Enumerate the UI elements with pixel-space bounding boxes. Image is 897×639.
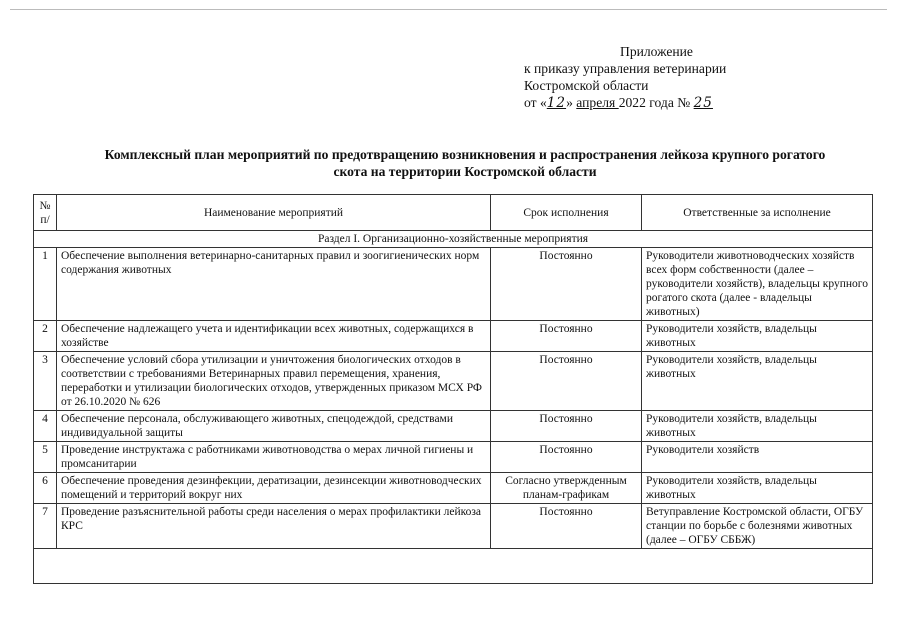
row-term: Постоянно — [491, 248, 642, 321]
row-number: 7 — [34, 504, 57, 549]
row-number: 2 — [34, 321, 57, 352]
row-term: Постоянно — [491, 352, 642, 411]
table-header-row — [34, 195, 873, 231]
date-year: 2022 года № — [618, 95, 694, 110]
row-term: Постоянно — [491, 411, 642, 442]
row-name: Обеспечение персонала, обслуживающего животных, спецодеждой, средствами индивидуальной защиты — [57, 411, 491, 442]
title-line-2: скота на территории Костромской области — [333, 164, 597, 179]
row-number: 5 — [34, 442, 57, 473]
row-term: Согласно утвержденным планам-графикам — [491, 473, 642, 504]
row-name: Обеспечение надлежащего учета и идентификации всех животных, содержащихся в хозяйстве — [57, 321, 491, 352]
row-responsible: Руководители хозяйств — [642, 442, 873, 473]
table-row — [34, 473, 873, 504]
table-row — [34, 504, 873, 549]
section-title: Раздел I. Организационно-хозяйственные мероприятия — [34, 231, 873, 248]
date-prefix: от « — [524, 95, 547, 110]
header-responsible: Ответственные за исполнение — [642, 195, 873, 231]
row-name: Обеспечение условий сбора утилизации и уничтожения биологических отходов в соответствии с требованиями Ветеринарных правил перемещения, хранения, переработки и утилизации биологических отходов, утвержденных приказом МСХ РФ от 26.10.2020 № 626 — [57, 352, 491, 411]
appendix-title: Приложение — [620, 44, 693, 59]
table-row — [34, 352, 873, 411]
row-name: Обеспечение выполнения ветеринарно-санитарных правил и зоогигиенических норм содержания животных — [57, 248, 491, 321]
row-name: Проведение инструктажа с работниками животноводства о мерах личной гигиены и промсанитарии — [57, 442, 491, 473]
plan-table — [33, 194, 873, 584]
row-responsible: Руководители хозяйств, владельцы животных — [642, 352, 873, 411]
row-responsible: Руководители хозяйств, владельцы животных — [642, 411, 873, 442]
row-responsible: Руководители животноводческих хозяйств всех форм собственности (далее – руководители хозяйств), владельцы крупного рогатого скота (далее - владельцы животных) — [642, 248, 873, 321]
appendix-block — [524, 43, 726, 112]
row-term: Постоянно — [491, 442, 642, 473]
row-responsible: Ветуправление Костромской области, ОГБУ станции по борьбе с болезнями животных (далее – ОГБУ СББЖ) — [642, 504, 873, 549]
row-number: 3 — [34, 352, 57, 411]
row-number: 6 — [34, 473, 57, 504]
document-title — [40, 146, 890, 180]
row-name: Проведение разъяснительной работы среди населения о мерах профилактики лейкоза КРС — [57, 504, 491, 549]
top-rule — [10, 9, 887, 10]
order-number: 25 — [693, 95, 713, 111]
table-row — [34, 411, 873, 442]
row-term: Постоянно — [491, 321, 642, 352]
date-month: апреля — [576, 95, 619, 110]
date-sep: » — [566, 95, 577, 110]
empty-row — [34, 549, 873, 584]
row-responsible: Руководители хозяйств, владельцы животных — [642, 473, 873, 504]
empty-cell — [34, 549, 873, 584]
row-name: Обеспечение проведения дезинфекции, дератизации, дезинсекции животноводческих помещений и территорий вокруг них — [57, 473, 491, 504]
section-row — [34, 231, 873, 248]
header-name: Наименование мероприятий — [57, 195, 491, 231]
appendix-order-line: к приказу управления ветеринарии — [524, 61, 727, 76]
title-line-1: Комплексный план мероприятий по предотвращению возникновения и распространения лейкоза крупного рогатого — [104, 147, 826, 162]
date-day: 12 — [546, 95, 567, 111]
appendix-date-line — [524, 94, 726, 112]
row-number: 1 — [34, 248, 57, 321]
table-row — [34, 442, 873, 473]
table-row — [34, 248, 873, 321]
appendix-region-line: Костромской области — [524, 78, 649, 93]
header-term: Срок исполнения — [491, 195, 642, 231]
table-row — [34, 321, 873, 352]
header-number: № п/ — [34, 195, 57, 231]
row-number: 4 — [34, 411, 57, 442]
row-responsible: Руководители хозяйств, владельцы животных — [642, 321, 873, 352]
row-term: Постоянно — [491, 504, 642, 549]
